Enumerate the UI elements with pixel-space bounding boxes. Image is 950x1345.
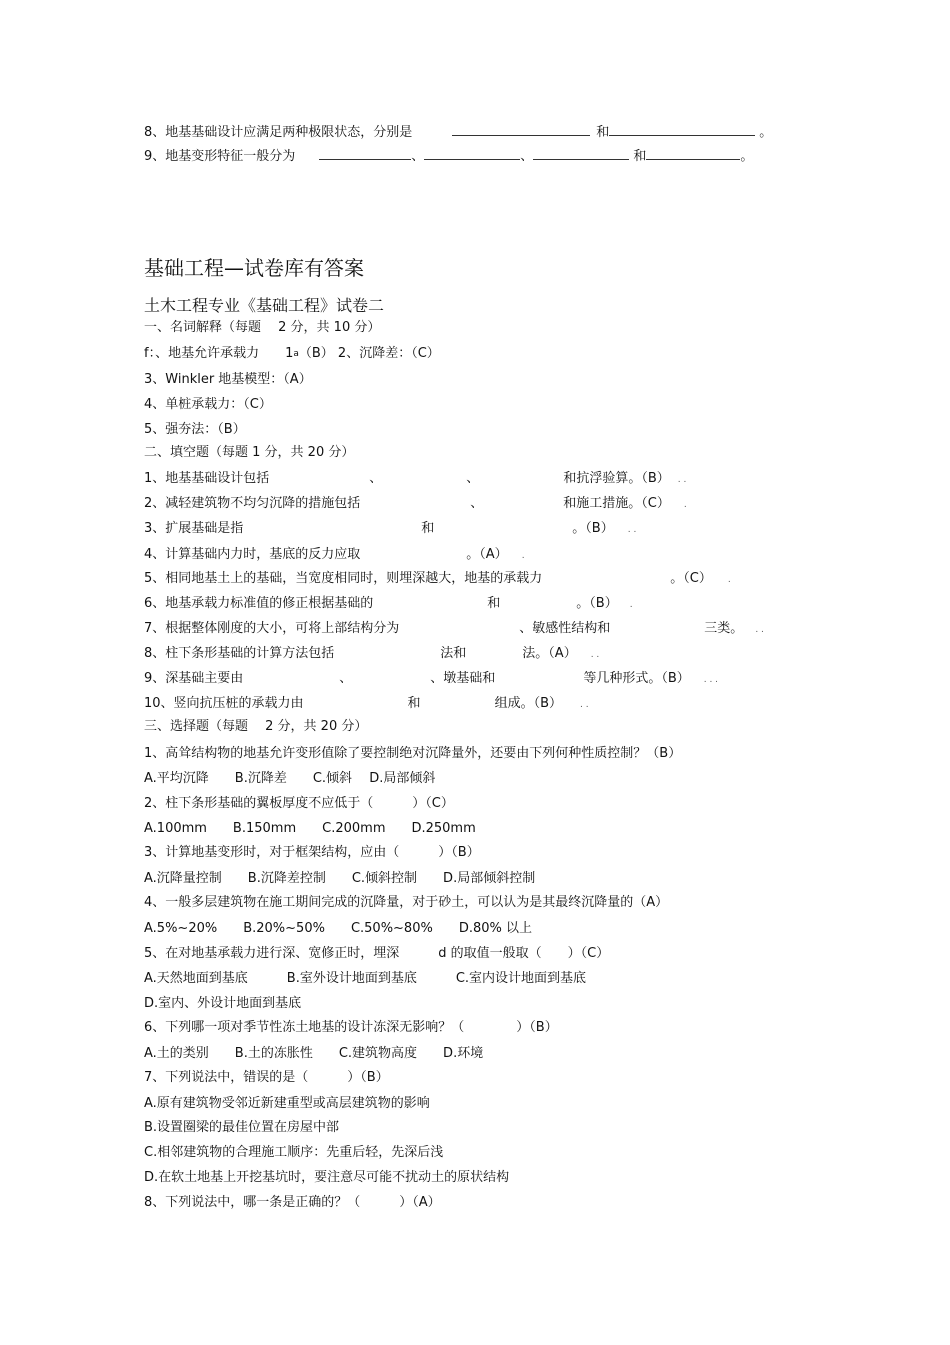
question-answer: 和施工措施。（C） (563, 496, 670, 511)
question-text: 4、计算基础内力时，基底的反力应取 (144, 547, 361, 562)
dots: . . (579, 700, 589, 710)
s1-item-5: 5、强夯法：（B） (144, 422, 246, 437)
section-3-heading: 三、选择题（每题 2 分，共 20 分） (144, 719, 368, 734)
s2-question-4 (144, 547, 525, 564)
conjunction: 和 (633, 149, 647, 164)
question-text: 7、根据整体刚度的大小，可将上部结构分为 (144, 621, 400, 636)
question-answer: 。（C） (670, 571, 712, 586)
separator: 、 (466, 471, 480, 486)
s3-question-1-options: A.平均沉降 B.沉降差 C.倾斜 D.局部倾斜 (144, 771, 436, 786)
s3-question-1: 1、高耸结构物的地基允许变形值除了要控制绝对沉降量外，还要由下列何种性质控制？（B） (144, 746, 682, 761)
separator: 、 (470, 496, 484, 511)
question-answer: 等几种形式。（B） (583, 671, 690, 686)
dots: . . (590, 650, 600, 660)
question-text: 9、深基础主要由 (144, 671, 244, 686)
s2-question-3 (144, 521, 636, 538)
s3-question-6: 6、下列哪一项对季节性冻土地基的设计冻深无影响？（ ）（B） (144, 1020, 558, 1035)
period: 。 (740, 149, 754, 164)
conjunction: 和 (421, 521, 435, 536)
s2-question-9 (144, 671, 718, 688)
question-part: 、敏感性结构和 (519, 621, 611, 636)
dots: . (629, 600, 633, 610)
s2-question-7 (144, 621, 764, 638)
s3-question-7-option-a: A.原有建筑物受邻近新建重型或高层建筑物的影响 (144, 1096, 430, 1111)
s3-question-4: 4、一般多层建筑物在施工期间完成的沉降量，对于砂土，可以认为是其最终沉降量的（A） (144, 895, 669, 910)
s2-question-8 (144, 646, 599, 663)
question-answer: 三类。 (704, 621, 744, 636)
conjunction: 和 (487, 596, 501, 611)
question-answer: 。（B） (572, 521, 614, 536)
s2-question-1 (144, 471, 686, 488)
dots: . (521, 551, 525, 561)
s1-item-1-answer: （B） 2、沉降差：（C） (298, 346, 440, 361)
dots: . (727, 575, 731, 585)
conjunction: 和 (407, 696, 421, 711)
document-title: 基础工程—试卷库有答案 (144, 256, 364, 280)
answer-blank (319, 147, 411, 160)
separator: 、 (520, 149, 534, 164)
subscript: a (293, 349, 299, 359)
answer-blank (533, 147, 629, 160)
question-answer: 组成。（B） (494, 696, 562, 711)
answer-blank (452, 123, 590, 136)
s3-question-7-option-b: B.设置圈梁的最佳位置在房屋中部 (144, 1120, 340, 1135)
dots: . (683, 500, 687, 510)
s3-question-5-options-2: D.室内、外设计地面到基底 (144, 996, 302, 1011)
dots: . . (755, 625, 764, 635)
question-text: 3、扩展基础是指 (144, 521, 244, 536)
top-q8-text: 8、地基基础设计应满足两种极限状态，分别是 (144, 125, 413, 140)
question-answer: 。（A） (466, 547, 508, 562)
separator: 、 (411, 149, 425, 164)
s2-question-2 (144, 496, 687, 513)
question-text: 1、地基基础设计包括 (144, 471, 270, 486)
s3-question-5-options: A.天然地面到基底 B.室外设计地面到基底 C.室内设计地面到基底 (144, 971, 587, 986)
answer-blank (424, 147, 520, 160)
question-part: 、墩基础和 (430, 671, 496, 686)
question-answer: 和抗浮验算。（B） (563, 471, 670, 486)
s3-question-8: 8、下列说法中，哪一条是正确的？（ ）（A） (144, 1195, 441, 1210)
s3-question-3: 3、计算地基变形时，对于框架结构，应由（ ）（B） (144, 845, 480, 860)
s3-question-7-option-c: C.相邻建筑物的合理施工顺序：先重后轻，先深后浅 (144, 1145, 444, 1160)
s1-item-1-text: f：、地基允许承载力 1 (144, 346, 294, 361)
s3-question-7: 7、下列说法中，错误的是（ ）（B） (144, 1070, 389, 1085)
conjunction: 和 (596, 125, 610, 140)
question-text: 6、地基承载力标准值的修正根据基础的 (144, 596, 374, 611)
exam-subtitle: 土木工程专业《基础工程》试卷二 (144, 296, 385, 315)
question-part: 法和 (440, 646, 467, 661)
question-text: 8、柱下条形基础的计算方法包括 (144, 646, 335, 661)
s1-item-1 (144, 346, 440, 362)
s2-question-6 (144, 596, 633, 613)
s3-question-4-options: A.5%~20% B.20%~50% C.50%~80% D.80% 以上 (144, 921, 533, 936)
dots: . . (627, 525, 637, 535)
separator: 、 (339, 671, 353, 686)
answer-blank (609, 123, 755, 136)
dots: . . . (703, 675, 719, 685)
s1-item-4: 4、单桩承载力：（C） (144, 397, 272, 412)
section-2-heading: 二、填空题（每题 1 分，共 20 分） (144, 445, 355, 460)
section-1-heading: 一、名词解释（每题 2 分，共 10 分） (144, 320, 381, 335)
question-text: 10、竖向抗压桩的承载力由 (144, 696, 304, 711)
dots: . . (677, 475, 687, 485)
s3-question-7-option-d: D.在软土地基上开挖基坑时，要注意尽可能不扰动土的原状结构 (144, 1170, 510, 1185)
question-text: 2、减轻建筑物不均匀沉降的措施包括 (144, 496, 361, 511)
s3-question-5: 5、在对地基承载力进行深、宽修正时，埋深 d 的取值一般取（ ）（C） (144, 946, 610, 961)
s3-question-3-options: A.沉降量控制 B.沉降差控制 C.倾斜控制 D.局部倾斜控制 (144, 871, 536, 886)
answer-blank (646, 147, 740, 160)
question-text: 5、相同地基土上的基础，当宽度相同时，则埋深越大，地基的承载力 (144, 571, 543, 586)
question-answer: 。（B） (576, 596, 618, 611)
s2-question-10 (144, 696, 589, 713)
top-q9-line (144, 147, 753, 165)
separator: 、 (369, 471, 383, 486)
top-q9-text: 9、地基变形特征一般分为 (144, 149, 296, 164)
question-answer: 法。（A） (522, 646, 577, 661)
s2-question-5 (144, 571, 731, 588)
s3-question-2-options: A.100mm B.150mm C.200mm D.250mm (144, 821, 476, 836)
s1-item-3: 3、Winkler 地基模型：（A） (144, 372, 312, 387)
s3-question-2: 2、柱下条形基础的翼板厚度不应低于（ ）（C） (144, 796, 454, 811)
top-q8-line (144, 123, 772, 141)
s3-question-6-options: A.土的类别 B.土的冻胀性 C.建筑物高度 D.环境 (144, 1046, 484, 1061)
period: 。 (759, 125, 773, 140)
